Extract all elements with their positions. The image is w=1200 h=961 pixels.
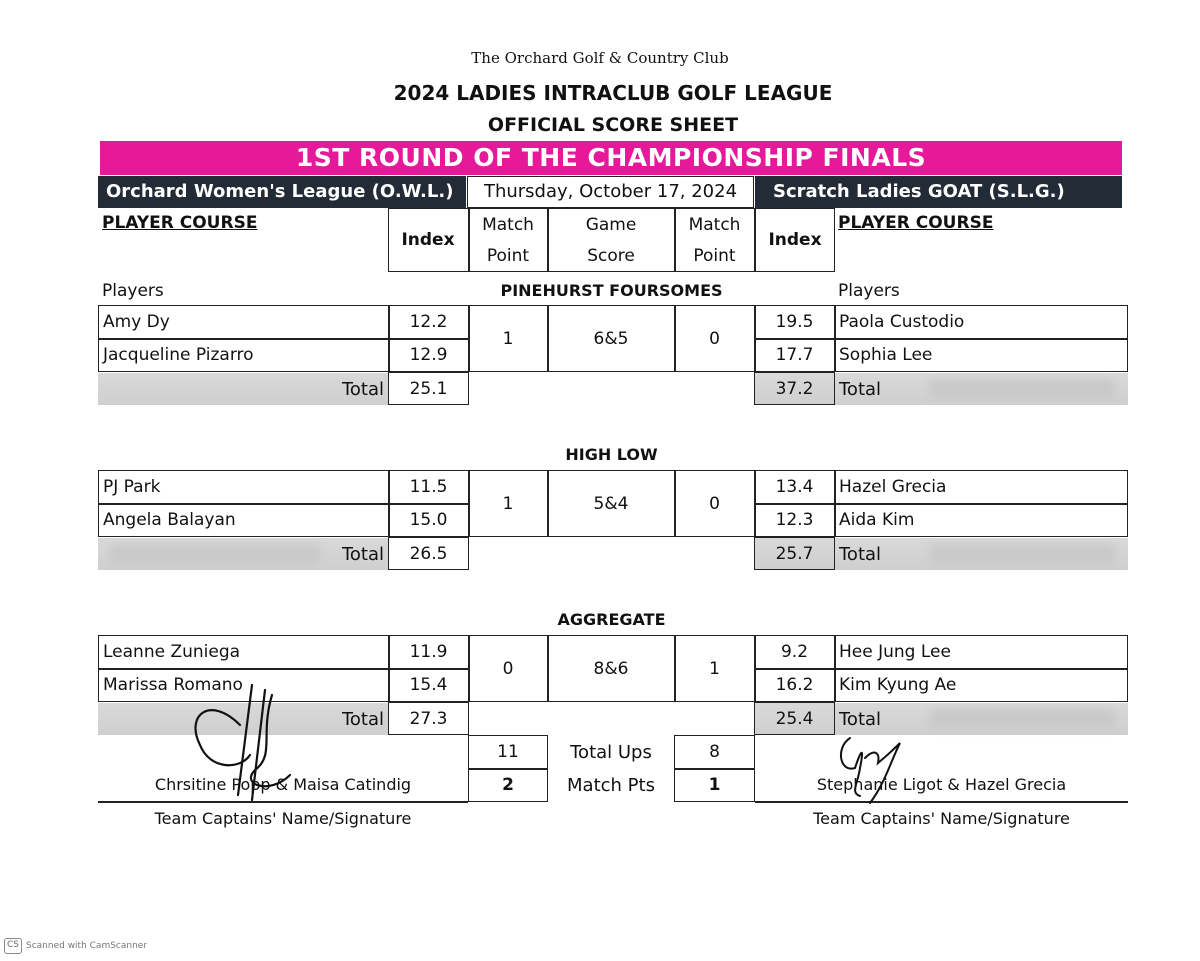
player-name: Paola Custodio — [839, 312, 965, 332]
player-index: 12.3 — [775, 510, 814, 530]
total-label: Total — [839, 378, 882, 400]
right-match-point: 0 — [709, 328, 720, 349]
left-total-ups: 11 — [497, 742, 519, 762]
right-match-header: Match — [688, 215, 741, 235]
left-captains-caption: Team Captains' Name/Signature — [154, 809, 412, 828]
right-total-ups: 8 — [709, 742, 720, 762]
player-index: 11.9 — [409, 642, 448, 662]
scanner-text: Scanned with CamScanner — [26, 941, 148, 951]
right-signature-line — [755, 801, 1128, 803]
total-label: Total — [341, 708, 384, 730]
right-point-header: Point — [693, 246, 736, 266]
team-left-label: Orchard Women's League (O.W.L.) — [98, 176, 466, 208]
left-total-index: 26.5 — [409, 544, 448, 564]
total-label: Total — [341, 378, 384, 400]
match-pts-label: Match Pts — [567, 774, 655, 796]
player-index: 17.7 — [775, 345, 814, 365]
right-signature — [830, 728, 920, 808]
left-signature — [180, 675, 300, 810]
total-label: Total — [839, 708, 882, 730]
left-index-header: Index — [401, 230, 455, 250]
left-players-label: Players — [102, 281, 164, 301]
score-header: Score — [587, 246, 635, 266]
total-label: Total — [839, 543, 882, 565]
left-captains-names: Chrsitine Popp & Maisa Catindig — [154, 775, 412, 794]
right-total-index: 25.4 — [775, 709, 814, 729]
player-name: Amy Dy — [103, 312, 170, 332]
left-match-header: Match — [482, 215, 534, 235]
right-player-course-heading: PLAYER COURSE — [838, 213, 994, 233]
player-index: 19.5 — [775, 312, 814, 332]
right-players-label: Players — [838, 281, 900, 301]
player-name: Marissa Romano — [103, 675, 243, 695]
player-name: Hee Jung Lee — [839, 642, 951, 662]
right-index-header: Index — [768, 230, 822, 250]
game-header: Game — [585, 215, 637, 235]
match-date: Thursday, October 17, 2024 — [467, 176, 754, 208]
right-match-pts: 1 — [708, 775, 721, 795]
game-score: 8&6 — [593, 658, 629, 679]
game-score: 5&4 — [593, 493, 629, 514]
player-name: Leanne Zuniega — [103, 642, 241, 662]
player-index: 13.4 — [775, 477, 814, 497]
club-name: The Orchard Golf & Country Club — [471, 49, 729, 67]
left-match-pts: 2 — [502, 775, 514, 795]
redacted-block — [930, 379, 1115, 399]
redacted-block — [930, 544, 1115, 564]
left-total-index: 27.3 — [409, 709, 448, 729]
left-match-point: 0 — [502, 658, 514, 679]
scanner-logo: CS — [4, 938, 22, 954]
right-match-point: 1 — [709, 658, 720, 679]
redacted-block — [930, 709, 1115, 729]
total-label: Total — [341, 543, 384, 565]
player-index: 12.9 — [409, 345, 448, 365]
left-match-point: 1 — [502, 328, 514, 349]
right-total-index: 37.2 — [775, 379, 814, 399]
left-point-header: Point — [486, 246, 530, 266]
total-ups-label: Total Ups — [570, 741, 652, 763]
left-match-point: 1 — [502, 493, 514, 514]
player-name: Kim Kyung Ae — [839, 675, 957, 695]
section-title: PINEHURST FOURSOMES — [500, 281, 723, 300]
right-total-index: 25.7 — [775, 544, 814, 564]
right-captains-caption: Team Captains' Name/Signature — [813, 809, 1070, 828]
player-index: 15.4 — [409, 675, 448, 695]
player-name: Sophia Lee — [839, 345, 933, 365]
left-player-course-heading: PLAYER COURSE — [102, 213, 258, 233]
player-index: 16.2 — [775, 675, 814, 695]
right-match-point: 0 — [709, 493, 720, 514]
player-name: Jacqueline Pizarro — [103, 345, 254, 365]
player-index: 9.2 — [780, 642, 809, 662]
team-right-label: Scratch Ladies GOAT (S.L.G.) — [755, 176, 1122, 208]
game-score: 6&5 — [593, 328, 629, 349]
section-title: AGGREGATE — [557, 610, 666, 629]
player-name: Angela Balayan — [103, 510, 236, 530]
round-banner: 1ST ROUND OF THE CHAMPIONSHIP FINALS — [100, 141, 1122, 175]
player-name: Aida Kim — [839, 510, 915, 530]
left-total-index: 25.1 — [409, 379, 448, 399]
player-index: 15.0 — [409, 510, 448, 530]
sheet-title: OFFICIAL SCORE SHEET — [487, 114, 739, 136]
player-index: 11.5 — [409, 477, 448, 497]
league-title: 2024 LADIES INTRACLUB GOLF LEAGUE — [393, 81, 833, 105]
player-name: Hazel Grecia — [839, 477, 947, 497]
player-index: 12.2 — [409, 312, 448, 332]
section-title: HIGH LOW — [565, 445, 658, 464]
player-name: PJ Park — [103, 477, 161, 497]
right-captains-names: Stephanie Ligot & Hazel Grecia — [816, 775, 1067, 794]
